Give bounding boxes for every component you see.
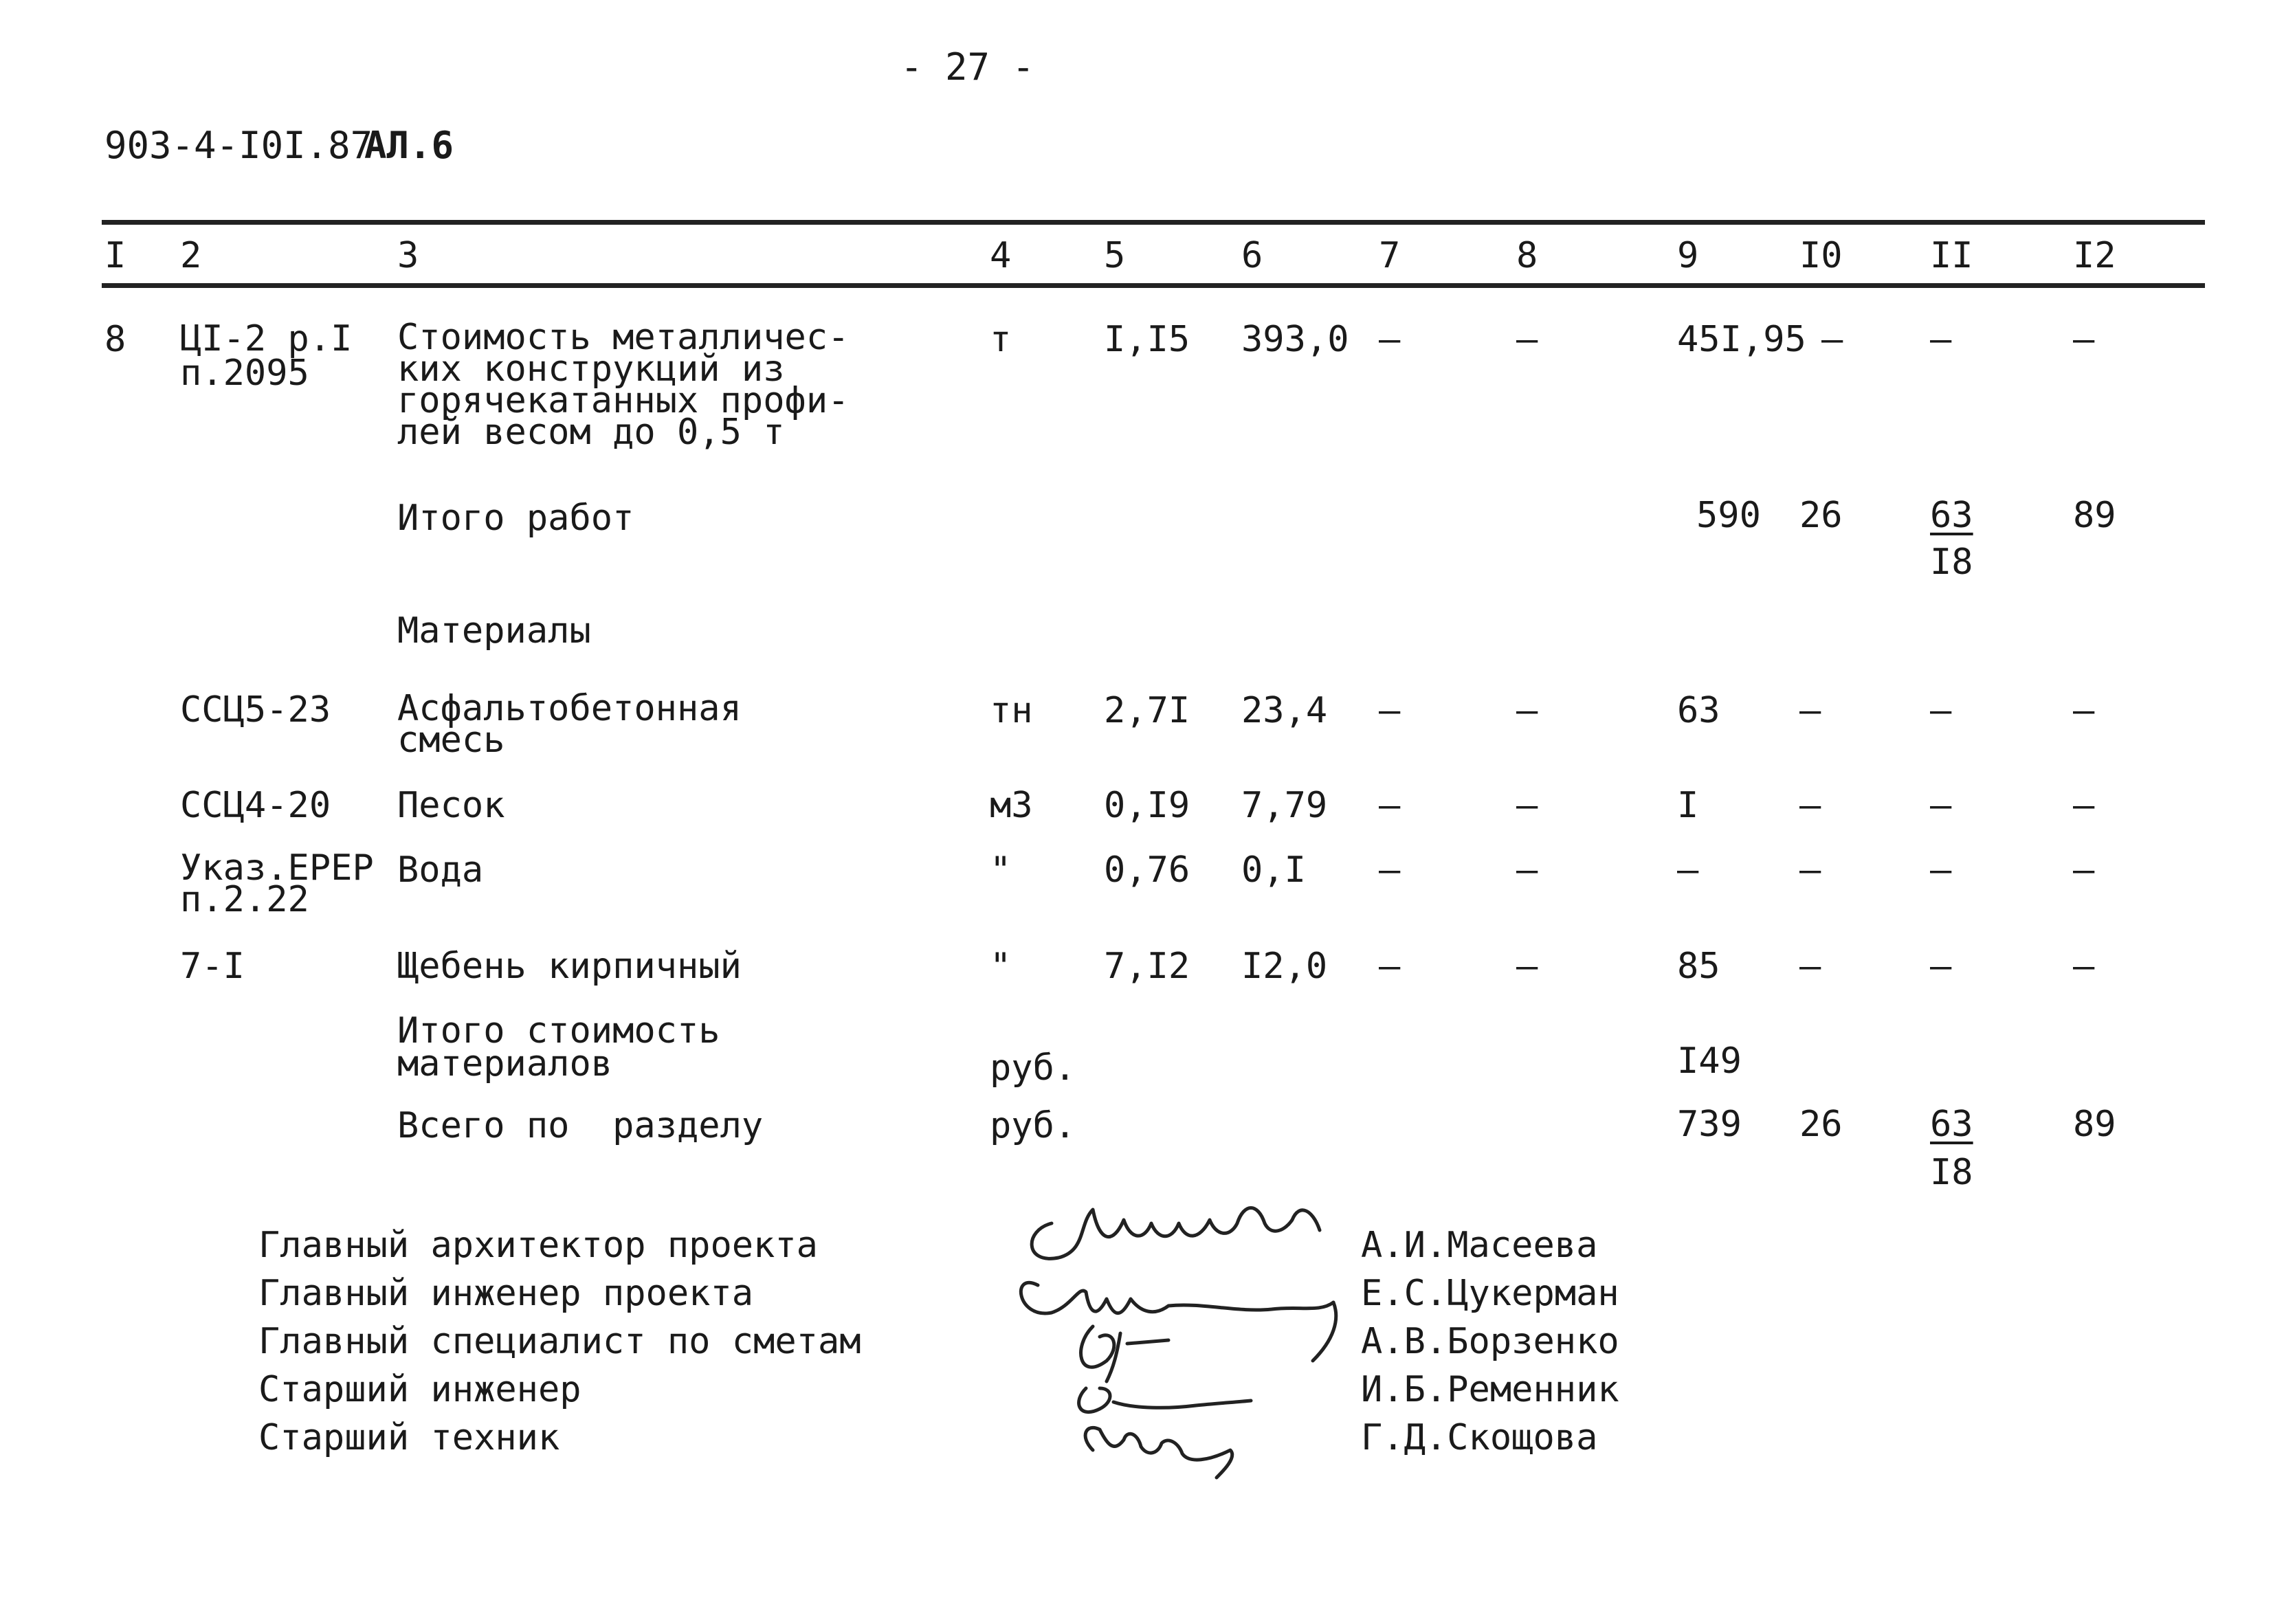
row-col8: –: [1516, 849, 1538, 891]
row-unit: тн: [990, 690, 1033, 731]
signatory-name: А.И.Масеева: [1361, 1225, 1598, 1266]
row-col7: –: [1379, 785, 1401, 826]
row-price: 0,I: [1241, 849, 1306, 891]
column-header: I: [104, 235, 126, 276]
row-name: Вода: [397, 849, 484, 891]
row-col11: –: [1930, 690, 1952, 731]
row-col10: –: [1799, 690, 1821, 731]
signatory-role: Старший инженер: [258, 1369, 581, 1410]
page-number: - 27 -: [900, 45, 1035, 89]
row-col11: –: [1930, 946, 1952, 987]
document-code: 903-4-I0I.87: [104, 124, 373, 167]
row-col10: 26: [1799, 1104, 1843, 1145]
column-header: 7: [1379, 235, 1401, 276]
signatory-name: А.В.Борзенко: [1361, 1321, 1619, 1362]
row-quantity: 0,I9: [1104, 785, 1190, 826]
row-col12: –: [2073, 319, 2095, 360]
row-quantity: 2,7I: [1104, 690, 1190, 731]
row-unit: ": [990, 946, 1012, 987]
document-suffix: АЛ.6: [364, 124, 454, 167]
row-col12: –: [2073, 785, 2095, 826]
column-header: I2: [2073, 235, 2116, 276]
row-col10: –: [1799, 785, 1821, 826]
row-col12: –: [2073, 849, 2095, 891]
signatory-name: И.Б.Ременник: [1361, 1369, 1619, 1410]
row-quantity: 0,76: [1104, 849, 1190, 891]
row-col8: –: [1516, 319, 1538, 360]
row-unit: ": [990, 849, 1012, 891]
row-col11: 63: [1930, 495, 1973, 536]
row-col9: –: [1677, 849, 1699, 891]
row-code: ССЦ4-20: [180, 785, 331, 826]
row-col10: –: [1821, 319, 1843, 360]
row-col12: 89: [2073, 1104, 2116, 1145]
row-col11: –: [1930, 785, 1952, 826]
row-col7: –: [1379, 319, 1401, 360]
signatory-role: Главный архитектор проекта: [258, 1225, 818, 1266]
signatory-role: Главный инженер проекта: [258, 1273, 754, 1314]
row-col11-sub: I8: [1930, 542, 1973, 583]
row-unit: м3: [990, 785, 1033, 826]
row-col10: 26: [1799, 495, 1843, 536]
row-col11: –: [1930, 319, 1952, 360]
column-header: 2: [180, 235, 202, 276]
row-col7: –: [1379, 946, 1401, 987]
column-header: 5: [1104, 235, 1126, 276]
row-col8: –: [1516, 946, 1538, 987]
signatory-role: Главный специалист по сметам: [258, 1321, 861, 1362]
row-col10: –: [1799, 946, 1821, 987]
row-col7: –: [1379, 849, 1401, 891]
row-col9: 739: [1677, 1104, 1742, 1145]
column-header: I0: [1799, 235, 1843, 276]
section-title: Материалы: [397, 610, 591, 652]
row-name: Всего по разделу: [397, 1105, 764, 1146]
column-header: 3: [397, 235, 419, 276]
row-price: 7,79: [1241, 785, 1328, 826]
row-code: 7-I: [180, 946, 245, 987]
row-col9: 85: [1677, 946, 1720, 987]
row-col11: –: [1930, 849, 1952, 891]
signatory-role: Старший техник: [258, 1417, 560, 1458]
row-name: Щебень кирпичный: [397, 946, 742, 987]
row-name: Итого стоимость материалов: [397, 1010, 720, 1084]
row-col12: –: [2073, 946, 2095, 987]
row-col11-sub: I8: [1930, 1152, 1973, 1193]
row-code: Указ.ЕРЕР п.2.22: [180, 847, 374, 920]
row-col8: –: [1516, 785, 1538, 826]
column-header: 8: [1516, 235, 1538, 276]
row-unit: руб.: [990, 1105, 1076, 1146]
row-name: Итого работ: [397, 498, 634, 539]
row-code: ЦI-2 р.I п.2095: [180, 318, 353, 394]
row-name: Песок: [397, 785, 505, 826]
row-col9: 590: [1696, 495, 1761, 536]
row-price: 393,0: [1241, 319, 1349, 360]
signatory-name: Г.Д.Скощова: [1361, 1417, 1598, 1458]
column-header: II: [1930, 235, 1973, 276]
row-quantity: 7,I2: [1104, 946, 1190, 987]
row-col7: –: [1379, 690, 1401, 731]
row-unit: руб.: [990, 1047, 1076, 1089]
row-price: I2,0: [1241, 946, 1328, 987]
handwritten-signatures: [1010, 1182, 1395, 1484]
row-quantity: I,I5: [1104, 319, 1190, 360]
row-name: Асфальтобетонная смесь: [397, 688, 742, 761]
row-unit: т: [990, 319, 1012, 360]
table-top-rule: [102, 220, 2205, 225]
row-code: ССЦ5-23: [180, 689, 331, 731]
row-col10: –: [1799, 849, 1821, 891]
column-header: 9: [1677, 235, 1699, 276]
row-col12: –: [2073, 690, 2095, 731]
column-header: 6: [1241, 235, 1263, 276]
row-number: 8: [104, 319, 126, 360]
signatory-name: Е.С.Цукерман: [1361, 1273, 1619, 1314]
row-col9: 45I,95: [1677, 319, 1806, 360]
row-name: Стоимость металличес- ких конструкций из горячекатанных профи- лей весом до 0,5 т: [397, 317, 850, 453]
row-col9: I: [1677, 785, 1699, 826]
table-header-rule: [102, 283, 2205, 288]
row-col9: I49: [1677, 1041, 1742, 1082]
column-header: 4: [990, 235, 1012, 276]
row-col11: 63: [1930, 1104, 1973, 1145]
row-price: 23,4: [1241, 690, 1328, 731]
row-col9: 63: [1677, 690, 1720, 731]
row-col8: –: [1516, 690, 1538, 731]
row-col12: 89: [2073, 495, 2116, 536]
